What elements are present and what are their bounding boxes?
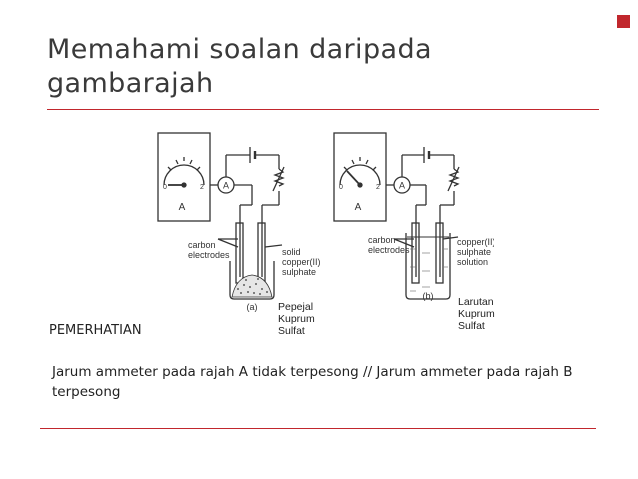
ammeter-symbol-a: A [222, 180, 230, 191]
substance-label-b2: sulphate [457, 247, 492, 257]
substance-label-a2: copper(II) [282, 257, 321, 267]
electrodes-label-a2: electrodes [188, 250, 230, 260]
substance-label-b3: solution [457, 257, 489, 267]
caption-b: (b) [422, 291, 434, 301]
translation-a-line3: Sulfat [278, 325, 305, 337]
scale-left-b: 0 [339, 184, 343, 191]
translation-b-line2: Kuprum [458, 308, 495, 320]
scale-left-a: 0 [163, 184, 167, 191]
translation-b-line1: Larutan [458, 296, 494, 308]
ammeter-symbol-b: A [398, 180, 406, 191]
needle-b [347, 171, 360, 185]
translation-a-line2: Kuprum [278, 313, 315, 325]
footer-divider [40, 428, 596, 429]
observation-heading: PEMERHATIAN [49, 323, 142, 338]
meter-scale-a [164, 165, 204, 185]
translation-b-line3: Sulfat [458, 320, 485, 332]
slide-title: Memahami soalan daripada gambarajah [47, 34, 432, 99]
translation-label-b [458, 296, 495, 332]
electrodes-label-b1: carbon [368, 235, 396, 245]
substance-label-a3: sulphate [282, 267, 317, 277]
meter-label-a: A [178, 202, 186, 213]
circuit-diagrams [154, 127, 494, 313]
accent-square [617, 15, 630, 28]
translation-label-a [278, 301, 315, 337]
caption-a: (a) [246, 302, 258, 312]
meter-label-b: A [354, 202, 362, 213]
electrodes-label-a1: carbon [188, 240, 216, 250]
translation-a-line1: Pepejal [278, 301, 314, 313]
scale-right-a: 2 [200, 184, 204, 191]
title-divider [47, 109, 599, 110]
electrodes-label-b2: electrodes [368, 245, 410, 255]
scale-right-b: 2 [376, 184, 380, 191]
observation-text: Jarum ammeter pada rajah A tidak terpesong // Jarum ammeter pada rajah B terpesong [52, 364, 573, 400]
substance-label-a1: solid [282, 247, 301, 257]
circuit-diagram-panel [154, 127, 494, 313]
substance-label-b1: copper(II) [457, 237, 494, 247]
